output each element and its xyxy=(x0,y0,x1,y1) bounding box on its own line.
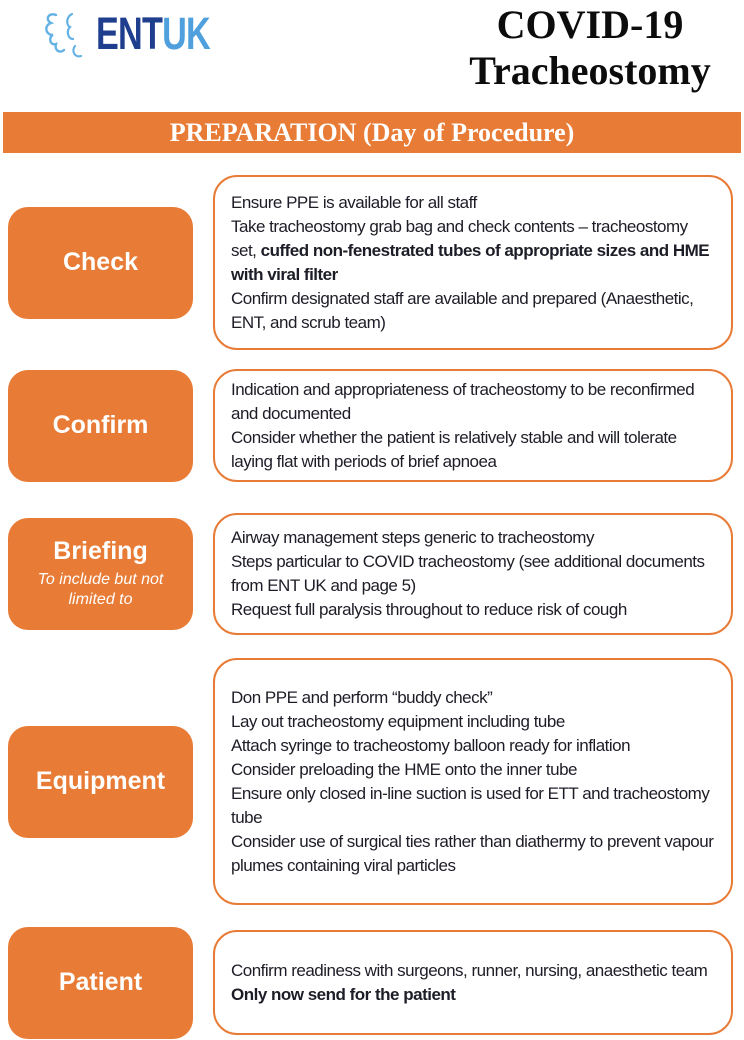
step-content-equipment xyxy=(213,658,733,905)
instruction-line xyxy=(231,758,715,782)
step-label: Equipment xyxy=(35,766,166,795)
instruction-line xyxy=(231,734,715,758)
entuk-logo-text xyxy=(96,8,210,60)
row-confirm xyxy=(8,369,733,482)
instruction-line xyxy=(231,710,715,734)
document-title xyxy=(440,0,740,94)
row-equipment xyxy=(8,658,733,905)
step-box-briefing xyxy=(8,518,193,630)
text-segment: Don PPE and perform “buddy check” xyxy=(231,687,493,707)
text-segment: Indication and appropriateness of tracheostomy to be reconfirmed and documented xyxy=(231,379,695,423)
text-segment: Airway management steps generic to tracheostomy xyxy=(231,528,594,547)
text-segment: Ensure only closed in-line suction is used for ETT and tracheostomy tube xyxy=(231,783,710,827)
document-title-line1: COVID-19 xyxy=(496,2,684,47)
text-segment: Ensure PPE is available for all staff xyxy=(231,192,477,212)
section-banner xyxy=(3,112,741,153)
step-content-briefing xyxy=(213,513,733,635)
step-content-check xyxy=(213,175,733,350)
logo-text-ent: ENT xyxy=(96,8,163,59)
instruction-line xyxy=(231,550,715,598)
instruction-line xyxy=(231,959,715,983)
ent-uk-logo-icon xyxy=(42,6,94,62)
text-segment: Consider preloading the HME onto the inner tube xyxy=(231,759,578,779)
step-label: Check xyxy=(62,247,139,276)
instruction-line xyxy=(231,191,715,215)
row-check xyxy=(8,175,733,350)
step-box-confirm xyxy=(8,370,193,482)
step-sublabel: To include but not limited to xyxy=(37,570,164,608)
step-box-equipment xyxy=(8,726,193,838)
instruction-line xyxy=(231,782,715,830)
entuk-logo xyxy=(42,6,246,62)
instruction-line xyxy=(231,983,715,1007)
text-segment: Take tracheostomy grab bag and check contents – tracheostomy set, xyxy=(231,216,688,260)
instruction-line xyxy=(231,830,715,878)
instruction-line xyxy=(231,598,715,622)
text-segment: Lay out tracheostomy equipment including tube xyxy=(231,711,565,731)
row-briefing xyxy=(8,513,733,635)
text-segment: Confirm readiness with surgeons, runner, nursing, anaesthetic team xyxy=(231,960,708,980)
section-banner-title: PREPARATION (Day of Procedure) xyxy=(169,117,575,147)
instruction-line xyxy=(231,526,715,550)
text-segment: Attach syringe to tracheostomy balloon ready for inflation xyxy=(231,735,631,755)
step-label: Confirm xyxy=(52,410,149,439)
text-segment: Confirm designated staff are available and prepared (Anaesthetic, ENT, and scrub team) xyxy=(231,288,694,332)
instruction-line xyxy=(231,378,715,426)
text-segment: Steps particular to COVID tracheostomy (see additional documents from ENT UK and page 5) xyxy=(231,552,705,595)
step-label: Briefing xyxy=(53,537,148,566)
step-box-check xyxy=(8,207,193,319)
text-segment-bold: Only now send for the patient xyxy=(231,984,456,1004)
step-content-patient xyxy=(213,930,733,1035)
instruction-line xyxy=(231,686,715,710)
text-segment: Consider whether the patient is relatively stable and will tolerate laying flat with periods of brief apnoea xyxy=(231,427,677,471)
step-content-confirm xyxy=(213,369,733,482)
instruction-line xyxy=(231,287,715,335)
document-title-line2: Tracheostomy xyxy=(469,48,711,93)
step-label: Patient xyxy=(58,967,143,996)
step-box-patient xyxy=(8,927,193,1039)
instruction-line xyxy=(231,215,715,287)
text-segment: Request full paralysis throughout to reduce risk of cough xyxy=(231,600,627,619)
text-segment-bold: cuffed non-fenestrated tubes of appropriate sizes and HME with viral filter xyxy=(231,240,710,284)
logo-text-uk: UK xyxy=(162,8,210,59)
text-segment: Consider use of surgical ties rather than diathermy to prevent vapour plumes containing viral particles xyxy=(231,831,714,875)
instruction-line xyxy=(231,426,715,474)
row-patient xyxy=(8,930,733,1035)
